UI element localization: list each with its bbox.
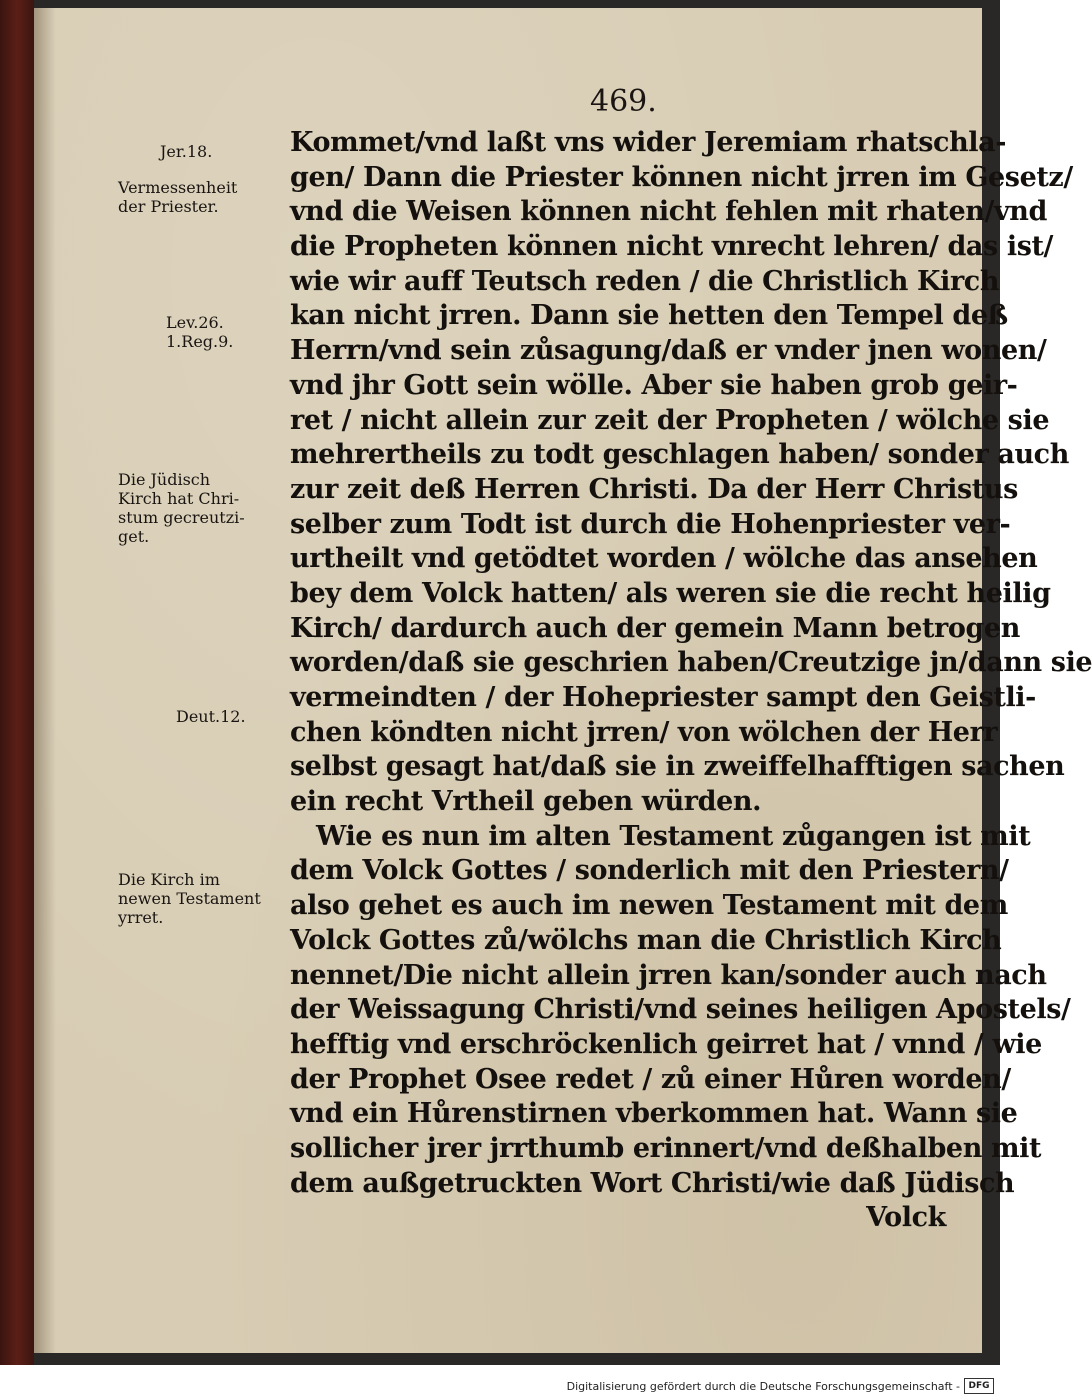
margin-note-line: der Priester. bbox=[118, 197, 219, 216]
text-line: vnd ein Hůrenstirnen vberkommen hat. Wann sie bbox=[290, 1098, 1018, 1130]
text-line: wie wir auff Teutsch reden / die Christlich Kirch bbox=[290, 265, 1000, 297]
margin-note-line: get. bbox=[118, 527, 150, 546]
margin-note-line: newen Testament bbox=[118, 889, 261, 908]
margin-note bbox=[118, 178, 298, 216]
text-line: der Weissagung Christi/vnd seines heiligen Apostels/ bbox=[290, 994, 1071, 1026]
text-line: chen köndten nicht jrren/ von wölchen der Herr bbox=[290, 716, 998, 748]
text-line: ein recht Vrtheil geben würden. bbox=[290, 786, 762, 818]
margin-note bbox=[176, 707, 356, 726]
margin-note-line: Deut.12. bbox=[176, 707, 246, 726]
text-line: nennet/Die nicht allein jrren kan/sonder auch nach bbox=[290, 959, 1047, 991]
margin-note-line: Vermessenheit bbox=[118, 178, 238, 197]
margin-note bbox=[166, 313, 346, 351]
text-line: Wie es nun im alten Testament zůgangen ist mit bbox=[316, 820, 1031, 852]
margin-note-line: Die Kirch im bbox=[118, 870, 220, 889]
page-number: 469. bbox=[590, 84, 657, 119]
book-spine bbox=[0, 0, 34, 1365]
text-line: Herrn/vnd sein zůsagung/daß er vnder jnen wonen/ bbox=[290, 335, 1047, 367]
text-line: vnd die Weisen können nicht fehlen mit rhaten/vnd bbox=[290, 196, 1047, 228]
text-line: also gehet es auch im newen Testament mit dem bbox=[290, 890, 1008, 922]
text-line: gen/ Dann die Priester können nicht jrren im Gesetz/ bbox=[290, 161, 1073, 193]
text-line: ret / nicht allein zur zeit der Propheten / wölche sie bbox=[290, 404, 1050, 436]
text-line: bey dem Volck hatten/ als weren sie die recht heilig bbox=[290, 577, 1051, 609]
text-line: mehrertheils zu todt geschlagen haben/ sonder auch bbox=[290, 439, 1069, 471]
text-line: Volck bbox=[866, 1202, 946, 1234]
text-line: Kommet/vnd laßt vns wider Jeremiam rhatschla- bbox=[290, 127, 1007, 158]
text-line: Volck Gottes zů/wölchs man die Christlich Kirch bbox=[290, 924, 1002, 956]
text-line: sollicher jrer jrrthumb erinnert/vnd deßhalben mit bbox=[290, 1132, 1042, 1164]
margin-note bbox=[118, 870, 298, 927]
page-gutter-shadow bbox=[34, 8, 56, 1353]
text-line: selbst gesagt hat/daß sie in zweiffelhafftigen sachen bbox=[290, 751, 1065, 783]
margin-note bbox=[160, 142, 340, 161]
text-line: hefftig vnd erschröckenlich geirret hat / vnnd / wie bbox=[290, 1028, 1042, 1060]
main-text-block bbox=[290, 126, 1092, 1236]
text-line: zur zeit deß Herren Christi. Da der Herr Christus bbox=[290, 473, 1018, 505]
footer-credit: Digitalisierung gefördert durch die Deutsche Forschungsgemeinschaft - bbox=[566, 1380, 960, 1393]
footer-bar bbox=[0, 1370, 1000, 1400]
margin-note-line: Kirch hat Chri- bbox=[118, 489, 240, 508]
margin-note-line: yrret. bbox=[118, 908, 164, 927]
text-line: vnd jhr Gott sein wölle. Aber sie haben grob geir- bbox=[290, 369, 1018, 401]
margin-note-line: Die Jüdisch bbox=[118, 470, 211, 489]
margin-note-line: Jer.18. bbox=[160, 142, 213, 161]
text-line: worden/daß sie geschrien haben/Creutzige jn/dann sie bbox=[290, 647, 1092, 679]
text-line: die Propheten können nicht vnrecht lehren/ das ist/ bbox=[290, 231, 1054, 263]
text-line: selber zum Todt ist durch die Hohenpriester ver- bbox=[290, 508, 1011, 540]
dfg-logo: DFG bbox=[964, 1378, 994, 1394]
margin-note-line: 1.Reg.9. bbox=[166, 332, 234, 351]
margin-note-line: Lev.26. bbox=[166, 313, 224, 332]
margin-note bbox=[118, 470, 298, 546]
text-line: dem außgetruckten Wort Christi/wie daß Jüdisch bbox=[290, 1167, 1015, 1199]
text-line: urtheilt vnd getödtet worden / wölche das ansehen bbox=[290, 543, 1038, 575]
margin-note-line: stum gecreutzi- bbox=[118, 508, 245, 527]
text-line: kan nicht jrren. Dann sie hetten den Tempel deß bbox=[290, 300, 1008, 332]
text-line: der Prophet Osee redet / zů einer Hůren worden/ bbox=[290, 1063, 1011, 1095]
text-line: dem Volck Gottes / sonderlich mit den Priestern/ bbox=[290, 855, 1009, 887]
text-line: vermeindten / der Hohepriester sampt den Geistli- bbox=[290, 682, 1036, 713]
text-line: Kirch/ dardurch auch der gemein Mann betrogen bbox=[290, 612, 1020, 644]
